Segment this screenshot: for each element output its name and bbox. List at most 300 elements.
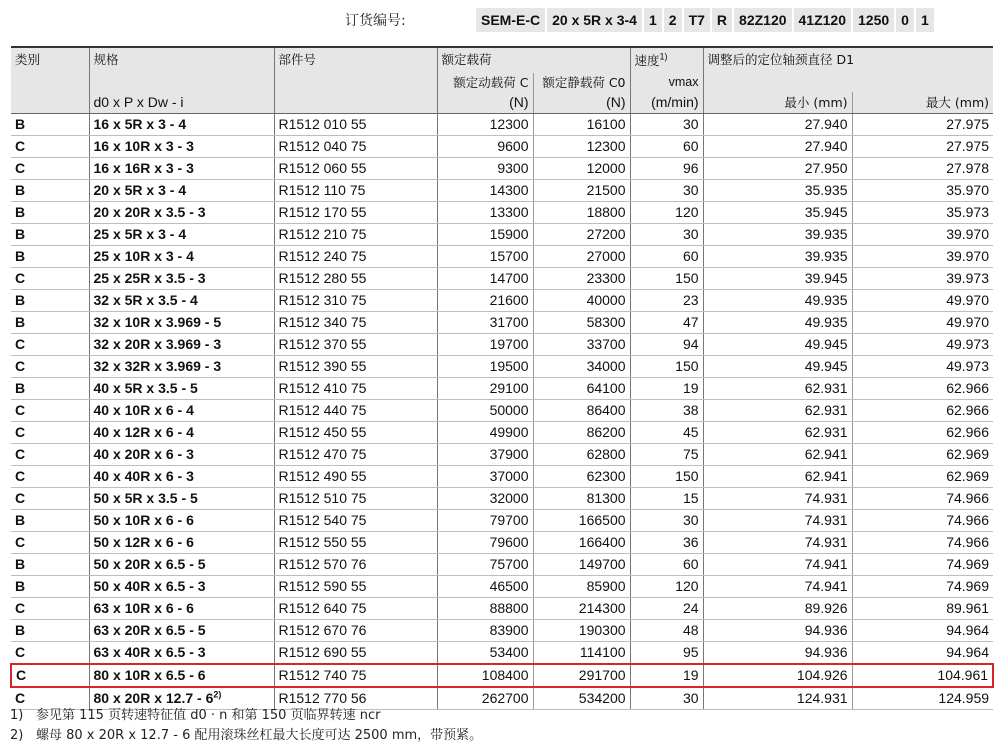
cell-spec-text: 63 x 20R x 6.5 - 5 (93, 622, 206, 638)
cell-static-load-text: 62800 (586, 446, 626, 462)
cell-speed (630, 642, 703, 665)
cell-static-load-text: 86200 (586, 424, 626, 440)
cell-max-diameter (852, 356, 993, 378)
cell-type (11, 400, 89, 422)
cell-type-text: C (15, 534, 26, 550)
cell-max-diameter (852, 642, 993, 665)
table-row (11, 224, 993, 246)
cell-type-text: C (15, 690, 26, 706)
cell-type-text: C (15, 402, 26, 418)
cell-type-text: C (15, 336, 26, 352)
cell-max-diameter (852, 180, 993, 202)
cell-dynamic-load (437, 136, 533, 158)
cell-part-no-text: R1512 210 75 (278, 226, 367, 242)
cell-part-no (274, 598, 437, 620)
cell-max-diameter-text: 74.969 (946, 556, 990, 572)
cell-max-diameter (852, 576, 993, 598)
header-dynamic-load: 额定动载荷 C (437, 73, 533, 92)
cell-speed-text: 38 (682, 402, 699, 418)
cell-min-diameter (703, 444, 852, 466)
cell-part-no (274, 510, 437, 532)
cell-type (11, 114, 89, 136)
cell-dynamic-load (437, 378, 533, 400)
cell-static-load-text: 33700 (586, 336, 626, 352)
order-code-segment: T7 (684, 8, 710, 32)
header-speed-unit: (m/min) (630, 92, 703, 114)
cell-dynamic-load-text: 50000 (489, 402, 529, 418)
cell-spec (89, 114, 274, 136)
cell-spec-text: 32 x 20R x 3.969 - 3 (93, 336, 222, 352)
cell-speed (630, 532, 703, 554)
cell-speed-text: 60 (682, 248, 699, 264)
cell-min-diameter-text: 74.941 (804, 578, 848, 594)
cell-min-diameter (703, 356, 852, 378)
cell-dynamic-load (437, 114, 533, 136)
cell-part-no-text: R1512 410 75 (278, 380, 367, 396)
cell-spec (89, 246, 274, 268)
cell-static-load (533, 114, 630, 136)
cell-min-diameter (703, 576, 852, 598)
cell-dynamic-load-text: 21600 (489, 292, 529, 308)
cell-part-no (274, 664, 437, 687)
cell-speed (630, 224, 703, 246)
cell-speed (630, 356, 703, 378)
cell-type (11, 532, 89, 554)
cell-static-load-text: 27200 (586, 226, 626, 242)
cell-type-text: B (15, 578, 26, 594)
cell-type-text: B (15, 380, 26, 396)
cell-part-no-text: R1512 740 75 (278, 667, 367, 683)
cell-max-diameter-text: 89.961 (946, 600, 990, 616)
cell-speed (630, 554, 703, 576)
cell-speed-text: 75 (682, 446, 699, 462)
cell-speed (630, 400, 703, 422)
cell-dynamic-load (437, 334, 533, 356)
cell-static-load-text: 81300 (586, 490, 626, 506)
cell-dynamic-load (437, 664, 533, 687)
cell-min-diameter (703, 268, 852, 290)
cell-part-no (274, 554, 437, 576)
cell-static-load-text: 16100 (586, 116, 626, 132)
cell-part-no (274, 114, 437, 136)
cell-max-diameter-text: 74.966 (946, 490, 990, 506)
cell-static-load (533, 576, 630, 598)
cell-speed-text: 96 (682, 160, 699, 176)
cell-max-diameter-text: 35.970 (946, 182, 990, 198)
cell-static-load (533, 334, 630, 356)
cell-static-load (533, 136, 630, 158)
footnote-text: 螺母 80 x 20R x 12.7 - 6 配用滚珠丝杠最大长度可达 2500 mm，带预紧。 (36, 728, 483, 743)
cell-dynamic-load (437, 268, 533, 290)
cell-min-diameter-text: 35.945 (804, 204, 848, 220)
cell-max-diameter-text: 62.969 (946, 468, 990, 484)
order-code-segment: 2 (664, 8, 682, 32)
cell-type-text: C (15, 160, 26, 176)
cell-static-load-text: 40000 (586, 292, 626, 308)
cell-min-diameter-text: 27.950 (804, 160, 848, 176)
header-static-unit: (N) (533, 92, 630, 114)
cell-max-diameter-text: 74.966 (946, 512, 990, 528)
cell-dynamic-load-text: 31700 (489, 314, 529, 330)
cell-part-no (274, 532, 437, 554)
cell-static-load-text: 58300 (586, 314, 626, 330)
cell-speed (630, 268, 703, 290)
cell-spec (89, 444, 274, 466)
cell-min-diameter-text: 89.926 (804, 600, 848, 616)
cell-min-diameter-text: 49.945 (804, 336, 848, 352)
cell-dynamic-load-text: 53400 (489, 644, 529, 660)
cell-type (11, 576, 89, 598)
cell-spec (89, 642, 274, 665)
cell-spec-text: 80 x 10R x 6.5 - 6 (93, 667, 206, 683)
cell-min-diameter (703, 158, 852, 180)
cell-static-load-text: 27000 (586, 248, 626, 264)
cell-static-load-text: 166400 (578, 534, 626, 550)
cell-dynamic-load (437, 554, 533, 576)
order-code-segment: 1250 (853, 8, 894, 32)
cell-spec (89, 290, 274, 312)
header-static-load: 额定静载荷 C0 (533, 73, 630, 92)
table-row (11, 290, 993, 312)
cell-static-load-text: 64100 (586, 380, 626, 396)
cell-static-load-text: 149700 (578, 556, 626, 572)
cell-static-load-text: 12300 (586, 138, 626, 154)
table-row (11, 356, 993, 378)
cell-max-diameter-text: 74.966 (946, 534, 990, 550)
cell-dynamic-load (437, 158, 533, 180)
order-code-label: 订货编号: (345, 13, 406, 29)
cell-type-text: C (15, 490, 26, 506)
cell-type-text: C (15, 446, 26, 462)
cell-max-diameter (852, 312, 993, 334)
footnote (10, 706, 482, 726)
cell-min-diameter (703, 290, 852, 312)
cell-spec-text: 63 x 40R x 6.5 - 3 (93, 644, 206, 660)
cell-spec-text: 40 x 10R x 6 - 4 (93, 402, 194, 418)
cell-static-load (533, 510, 630, 532)
cell-part-no (274, 466, 437, 488)
cell-spec (89, 664, 274, 687)
order-code-segment: 82Z120 (734, 8, 791, 32)
cell-max-diameter-text: 94.964 (946, 644, 990, 660)
cell-max-diameter (852, 554, 993, 576)
cell-dynamic-load-text: 19700 (489, 336, 529, 352)
cell-max-diameter-text: 49.970 (946, 314, 990, 330)
cell-spec (89, 136, 274, 158)
cell-min-diameter-text: 74.931 (804, 490, 848, 506)
cell-dynamic-load-text: 9600 (497, 138, 529, 154)
cell-speed (630, 312, 703, 334)
order-code-segment: R (712, 8, 732, 32)
cell-spec-text: 40 x 5R x 3.5 - 5 (93, 380, 198, 396)
cell-static-load (533, 202, 630, 224)
cell-min-diameter (703, 400, 852, 422)
footnote-text: 参见第 115 页转速特征值 d0 · n 和第 150 页临界转速 ncr (36, 708, 381, 723)
cell-part-no (274, 246, 437, 268)
cell-part-no-text: R1512 690 55 (278, 644, 367, 660)
cell-spec-text: 25 x 10R x 3 - 4 (93, 248, 194, 264)
cell-spec (89, 202, 274, 224)
cell-min-diameter (703, 466, 852, 488)
cell-dynamic-load (437, 444, 533, 466)
cell-type (11, 642, 89, 665)
cell-speed-text: 19 (682, 667, 699, 683)
table-body (11, 114, 993, 710)
cell-dynamic-load-text: 37900 (489, 446, 529, 462)
cell-max-diameter (852, 444, 993, 466)
cell-part-no-text: R1512 540 75 (278, 512, 367, 528)
cell-static-load (533, 290, 630, 312)
cell-speed (630, 422, 703, 444)
cell-spec-text: 80 x 20R x 12.7 - 6 (93, 690, 214, 706)
cell-part-no (274, 400, 437, 422)
table-row (11, 466, 993, 488)
cell-dynamic-load-text: 32000 (489, 490, 529, 506)
cell-type-text: C (15, 644, 26, 660)
cell-spec (89, 466, 274, 488)
cell-spec (89, 180, 274, 202)
cell-type (11, 136, 89, 158)
table-row (11, 180, 993, 202)
cell-dynamic-load (437, 576, 533, 598)
cell-max-diameter (852, 136, 993, 158)
cell-dynamic-load (437, 202, 533, 224)
cell-spec (89, 554, 274, 576)
cell-static-load (533, 246, 630, 268)
cell-max-diameter-text: 27.978 (946, 160, 990, 176)
cell-speed (630, 466, 703, 488)
cell-max-diameter-text: 104.961 (937, 667, 989, 683)
cell-type (11, 202, 89, 224)
table-row (11, 202, 993, 224)
cell-spec (89, 422, 274, 444)
cell-spec (89, 598, 274, 620)
cell-speed (630, 202, 703, 224)
cell-speed-text: 24 (682, 600, 699, 616)
cell-static-load (533, 466, 630, 488)
table-row (11, 488, 993, 510)
cell-min-diameter (703, 202, 852, 224)
cell-static-load (533, 224, 630, 246)
cell-min-diameter-text: 27.940 (804, 138, 848, 154)
cell-max-diameter (852, 158, 993, 180)
cell-part-no (274, 136, 437, 158)
cell-speed (630, 687, 703, 710)
cell-type (11, 664, 89, 687)
table-row (11, 532, 993, 554)
cell-type (11, 158, 89, 180)
cell-min-diameter (703, 642, 852, 665)
cell-part-no-text: R1512 450 55 (278, 424, 367, 440)
cell-static-load (533, 158, 630, 180)
cell-spec-text: 50 x 20R x 6.5 - 5 (93, 556, 206, 572)
table-row (11, 598, 993, 620)
cell-speed (630, 620, 703, 642)
cell-spec-text: 50 x 12R x 6 - 6 (93, 534, 194, 550)
cell-speed (630, 576, 703, 598)
order-code-segment: 20 x 5R x 3-4 (547, 8, 642, 32)
cell-part-no (274, 378, 437, 400)
cell-dynamic-load-text: 19500 (489, 358, 529, 374)
cell-min-diameter-text: 94.936 (804, 644, 848, 660)
cell-max-diameter (852, 114, 993, 136)
cell-type (11, 356, 89, 378)
cell-part-no-text: R1512 570 76 (278, 556, 367, 572)
cell-spec (89, 334, 274, 356)
table-row (11, 334, 993, 356)
cell-speed (630, 444, 703, 466)
cell-max-diameter-text: 94.964 (946, 622, 990, 638)
cell-min-diameter (703, 136, 852, 158)
cell-max-diameter (852, 268, 993, 290)
cell-part-no (274, 576, 437, 598)
cell-part-no (274, 180, 437, 202)
cell-spec-text: 32 x 32R x 3.969 - 3 (93, 358, 222, 374)
cell-part-no-text: R1512 640 75 (278, 600, 367, 616)
cell-max-diameter (852, 466, 993, 488)
cell-spec-text: 50 x 5R x 3.5 - 5 (93, 490, 198, 506)
cell-spec (89, 158, 274, 180)
cell-type (11, 290, 89, 312)
cell-type-text: B (15, 512, 26, 528)
cell-min-diameter (703, 510, 852, 532)
table-row (11, 158, 993, 180)
cell-static-load (533, 180, 630, 202)
cell-min-diameter (703, 488, 852, 510)
cell-dynamic-load-text: 46500 (489, 578, 529, 594)
cell-min-diameter-text: 62.941 (804, 446, 848, 462)
cell-min-diameter (703, 224, 852, 246)
cell-part-no (274, 356, 437, 378)
cell-dynamic-load (437, 180, 533, 202)
cell-part-no-text: R1512 390 55 (278, 358, 367, 374)
cell-static-load-text: 23300 (586, 270, 626, 286)
cell-static-load (533, 642, 630, 665)
cell-min-diameter (703, 114, 852, 136)
table-row (11, 136, 993, 158)
cell-min-diameter-text: 39.935 (804, 226, 848, 242)
cell-type-text: C (16, 667, 27, 683)
cell-speed-text: 150 (675, 358, 699, 374)
cell-part-no-text: R1512 490 55 (278, 468, 367, 484)
cell-static-load (533, 687, 630, 710)
cell-part-no (274, 224, 437, 246)
cell-speed (630, 114, 703, 136)
cell-speed (630, 246, 703, 268)
cell-spec-text: 32 x 10R x 3.969 - 5 (93, 314, 222, 330)
cell-min-diameter (703, 378, 852, 400)
cell-speed (630, 664, 703, 687)
cell-speed-text: 23 (682, 292, 699, 308)
cell-spec-text: 25 x 25R x 3.5 - 3 (93, 270, 206, 286)
cell-part-no-text: R1512 470 75 (278, 446, 367, 462)
cell-dynamic-load (437, 356, 533, 378)
cell-max-diameter (852, 422, 993, 444)
cell-type (11, 510, 89, 532)
table-row (11, 444, 993, 466)
cell-dynamic-load-text: 83900 (489, 622, 529, 638)
cell-max-diameter-text: 35.973 (946, 204, 990, 220)
cell-dynamic-load-text: 37000 (489, 468, 529, 484)
cell-speed-text: 36 (682, 534, 699, 550)
cell-spec-text: 20 x 5R x 3 - 4 (93, 182, 187, 198)
cell-spec-text: 50 x 40R x 6.5 - 3 (93, 578, 206, 594)
cell-type-text: C (15, 358, 26, 374)
cell-speed-text: 45 (682, 424, 699, 440)
cell-static-load-text: 534200 (578, 690, 626, 706)
cell-speed-text: 120 (675, 578, 699, 594)
cell-dynamic-load (437, 312, 533, 334)
table-row (11, 642, 993, 665)
cell-type-text: B (15, 622, 26, 638)
cell-min-diameter (703, 554, 852, 576)
cell-max-diameter-text: 49.973 (946, 336, 990, 352)
cell-static-load (533, 422, 630, 444)
cell-spec-text: 63 x 10R x 6 - 6 (93, 600, 194, 616)
cell-speed (630, 488, 703, 510)
cell-type-text: B (15, 248, 26, 264)
cell-type (11, 268, 89, 290)
cell-max-diameter (852, 687, 993, 710)
cell-max-diameter-text: 62.966 (946, 380, 990, 396)
cell-part-no-text: R1512 310 75 (278, 292, 367, 308)
cell-static-load-text: 114100 (579, 644, 626, 660)
cell-static-load-text: 85900 (586, 578, 626, 594)
order-code-segment: 0 (896, 8, 914, 32)
cell-max-diameter-text: 62.966 (946, 424, 990, 440)
cell-min-diameter-text: 27.940 (804, 116, 848, 132)
cell-dynamic-load-text: 88800 (489, 600, 529, 616)
cell-static-load-text: 190300 (578, 622, 626, 638)
cell-static-load (533, 532, 630, 554)
cell-max-diameter-text: 62.969 (946, 446, 990, 462)
cell-spec (89, 356, 274, 378)
cell-speed (630, 290, 703, 312)
cell-static-load (533, 620, 630, 642)
cell-max-diameter (852, 598, 993, 620)
cell-type (11, 488, 89, 510)
cell-spec (89, 510, 274, 532)
header-spec-formula: d0 x P x Dw - i (89, 92, 274, 114)
cell-dynamic-load (437, 400, 533, 422)
cell-speed-text: 30 (682, 116, 699, 132)
cell-spec-text: 20 x 20R x 3.5 - 3 (93, 204, 206, 220)
cell-min-diameter (703, 334, 852, 356)
cell-dynamic-load-text: 14300 (489, 182, 529, 198)
cell-dynamic-load-text: 262700 (481, 690, 529, 706)
cell-min-diameter (703, 422, 852, 444)
cell-spec (89, 268, 274, 290)
cell-dynamic-load (437, 290, 533, 312)
cell-max-diameter (852, 510, 993, 532)
cell-min-diameter-text: 74.941 (804, 556, 848, 572)
cell-dynamic-load-text: 79600 (489, 534, 529, 550)
cell-static-load-text: 291700 (578, 667, 626, 683)
order-code-segments (476, 8, 934, 32)
cell-static-load (533, 378, 630, 400)
cell-max-diameter-text: 39.970 (946, 226, 990, 242)
cell-part-no (274, 312, 437, 334)
cell-static-load-text: 21500 (586, 182, 626, 198)
cell-min-diameter (703, 687, 852, 710)
cell-max-diameter-text: 39.970 (946, 248, 990, 264)
cell-min-diameter-text: 104.926 (796, 667, 848, 683)
cell-spec-text: 50 x 10R x 6 - 6 (93, 512, 194, 528)
cell-type-text: C (15, 600, 26, 616)
cell-speed-text: 30 (682, 690, 699, 706)
cell-max-diameter (852, 290, 993, 312)
table-row (11, 268, 993, 290)
